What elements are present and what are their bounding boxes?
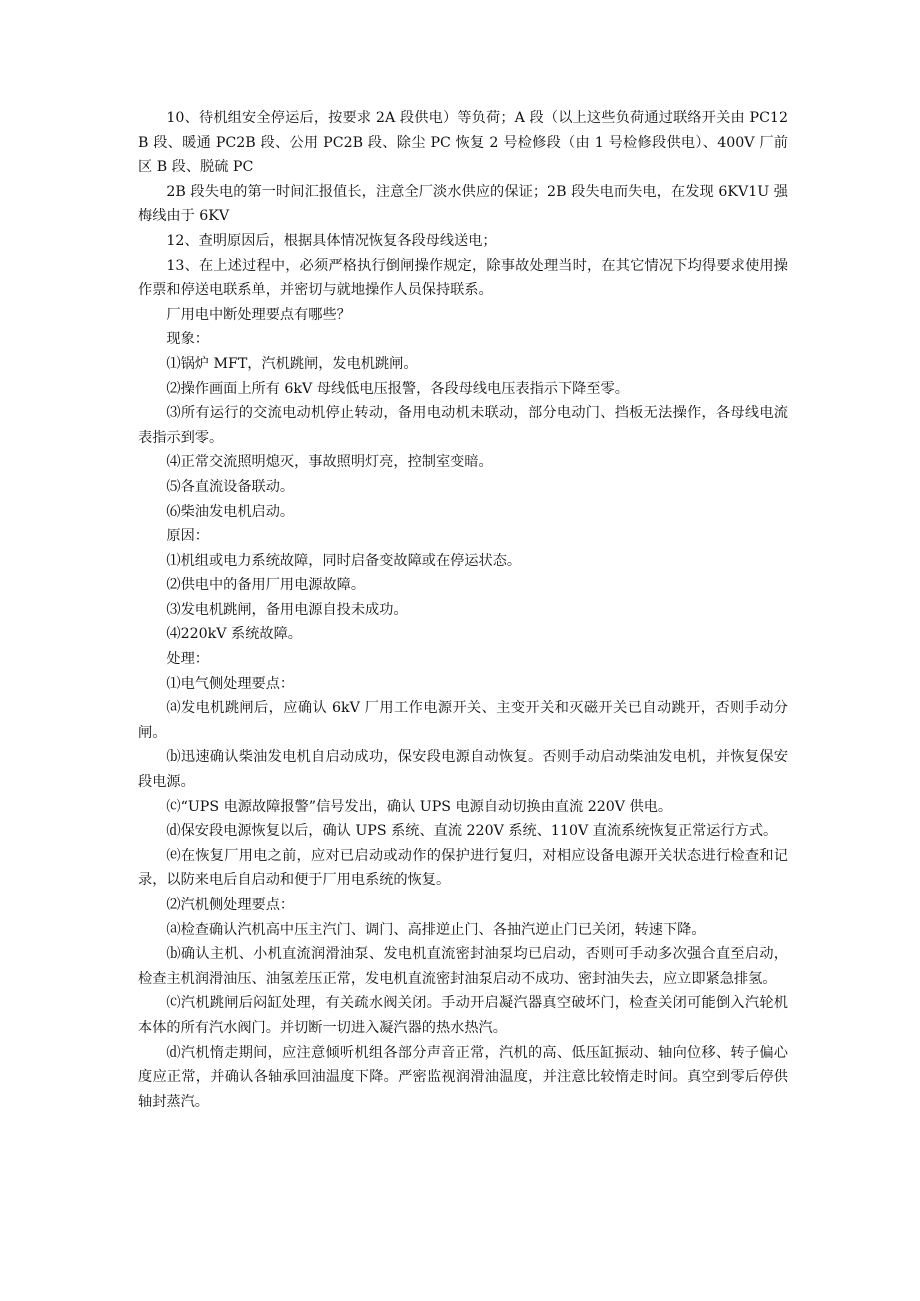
cause-item-2: ⑵供电中的备用厂用电源故障。 bbox=[166, 577, 366, 594]
electrical-item-b: ⒝迅速确认柴油发电机自启动成功，保安段电源自动恢复。否则手动启动柴油发电机，并恢复保安段电源。 bbox=[138, 749, 788, 791]
turbine-item-c: ⒞汽机跳闸后闷缸处理，有关疏水阀关闭。手动开启凝汽器真空破坏门，检查关闭可能倒入汽轮机本体的所有汽水阀门。并切断一切进入凝汽器的热水热汽。 bbox=[138, 995, 788, 1036]
phenomenon-heading: 现象： bbox=[166, 331, 209, 348]
section-question-heading: 厂用电中断处理要点有哪些？ bbox=[166, 306, 351, 323]
paragraph-item-13: 13、在上述过程中，必须严格执行倒闸操作规定，除事故处理当时，在其它情况下均得要求使用操作票和停送电联系单，并密切与就地操作人员保持联系。 bbox=[138, 257, 788, 299]
turbine-item-d: ⒟汽机惰走期间，应注意倾听机组各部分声音正常，汽机的高、低压缸振动、轴向位移、转子偏心度应正常，并确认各轴承回油温度下降。严密监视润滑油温度，并注意比较惰走时间。真空到零后停供轴封蒸汽。 bbox=[138, 1044, 788, 1110]
phenomenon-item-1: ⑴锅炉 MFT，汽机跳闸，发电机跳闸。 bbox=[166, 355, 418, 372]
electrical-item-c: ⒞“UPS 电源故障报警”信号发出，确认 UPS 电源自动切换由直流 220V 供电。 bbox=[166, 798, 673, 815]
phenomenon-item-5: ⑸各直流设备联动。 bbox=[166, 478, 295, 495]
cause-item-4: ⑷220kV 系统故障。 bbox=[166, 626, 302, 643]
cause-item-3: ⑶发电机跳闸，备用电源自投未成功。 bbox=[166, 601, 408, 618]
electrical-item-a: ⒜发电机跳闸后，应确认 6kV 厂用工作电源开关、主变开关和灭磁开关已自动跳开，否则手动分闸。 bbox=[138, 700, 788, 741]
turbine-side-heading: ⑵汽机侧处理要点： bbox=[166, 897, 295, 913]
turbine-item-b: ⒝确认主机、小机直流润滑油泵、发电机直流密封油泵均已启动，否则可手动多次强合直至启动，检查主机润滑油压、油氢差压正常，发电机直流密封油泵启动不成功、密封油失去，应立即紧急排氢。 bbox=[138, 946, 788, 987]
document-page bbox=[138, 106, 788, 1114]
paragraph-item-12: 12、查明原因后，根据具体情况恢复各段母线送电； bbox=[166, 232, 497, 249]
electrical-side-heading: ⑴电气侧处理要点： bbox=[166, 675, 295, 692]
cause-heading: 原因： bbox=[166, 528, 209, 545]
turbine-item-a: ⒜检查确认汽机高中压主汽门、调门、高排逆止门、各抽汽逆止门已关闭，转速下降。 bbox=[166, 921, 706, 938]
phenomenon-item-2: ⑵操作画面上所有 6kV 母线低电压报警，各段母线电压表指示下降至零。 bbox=[166, 380, 629, 397]
phenomenon-item-6: ⑹柴油发电机启动。 bbox=[166, 503, 295, 520]
phenomenon-item-4: ⑷正常交流照明熄灭，事故照明灯亮，控制室变暗。 bbox=[166, 454, 493, 471]
cause-item-1: ⑴机组或电力系统故障，同时启备变故障或在停运状态。 bbox=[166, 552, 522, 569]
paragraph-item-10: 10、待机组安全停运后，按要求 2A 段供电）等负荷；A 段（以上这些负荷通过联络开关由 PC12B 段、暖通 PC2B 段、公用 PC2B 段、除尘 PC 恢复 2 号检修段（由 1 号检修段供电）、400V 厂前区 B 段、脱硫 PC bbox=[138, 110, 788, 176]
handling-heading: 处理： bbox=[166, 651, 209, 668]
electrical-item-e: ⒠在恢复厂用电之前，应对已启动或动作的保护进行复归，对相应设备电源开关状态进行检查和记录，以防来电后自启动和便于厂用电系统的恢复。 bbox=[138, 847, 788, 889]
electrical-item-d: ⒟保安段电源恢复以后，确认 UPS 系统、直流 220V 系统、110V 直流系统恢复正常运行方式。 bbox=[166, 823, 778, 840]
paragraph-2b-loss: 2B 段失电的第一时间汇报值长，注意全厂淡水供应的保证；2B 段失电而失电，在发现 6KV1U 强梅线由于 6KV bbox=[138, 183, 788, 225]
phenomenon-item-3: ⑶所有运行的交流电动机停止转动，备用电动机未联动，部分电动门、挡板无法操作，各母线电流表指示到零。 bbox=[138, 405, 788, 446]
